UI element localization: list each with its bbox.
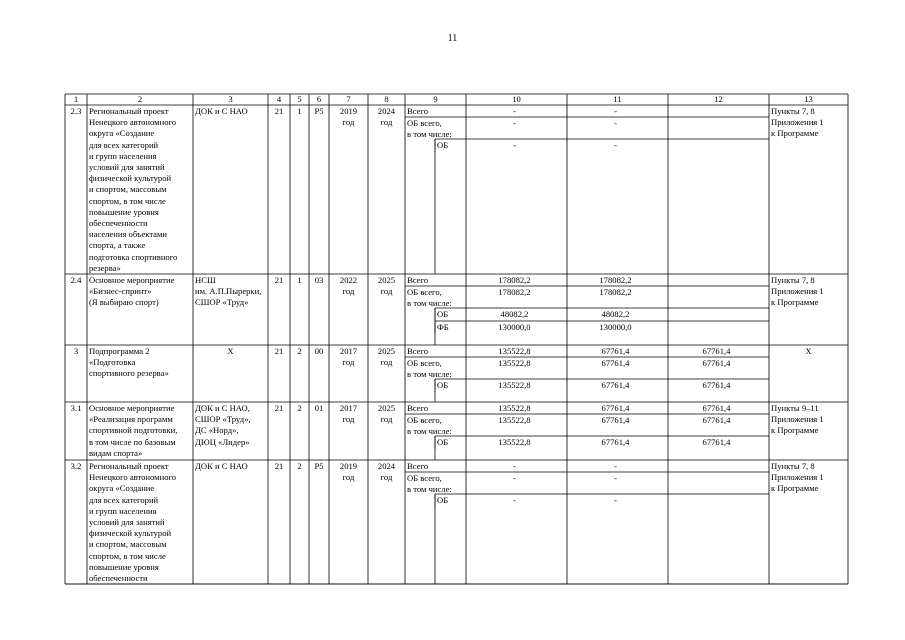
activity-name-line: спортивного резерва» (89, 368, 169, 379)
note-line: Пункты 7, 8 (771, 106, 815, 116)
value-col-10: 178082,2 (498, 275, 531, 285)
activity-name-line: Основное мероприятие (89, 403, 175, 413)
start-year: год (342, 414, 355, 425)
executor-line: СШОР «Труд», (195, 414, 251, 425)
code-col-5: 1 (297, 106, 302, 116)
value-col-11: 67761,4 (601, 346, 630, 356)
start-year: год (342, 117, 355, 128)
start-year: 2017 (339, 403, 358, 413)
activity-name-line: для всех категорий (89, 494, 159, 505)
start-year: год (342, 357, 355, 368)
activity-name-line: Ненецкого автономного (89, 472, 177, 483)
row-number: 3 (73, 346, 79, 356)
note-line: к Программе (771, 128, 819, 139)
header-col-7: 7 (346, 94, 351, 104)
start-year: 2017 (339, 346, 358, 356)
value-col-10: - (513, 118, 516, 128)
activity-name-line: «Бизнес-спринт» (89, 286, 152, 297)
row-number: 2.4 (70, 275, 82, 285)
activity-name-line: спортом, в том числе (89, 550, 166, 561)
fin-label: Всего (407, 461, 429, 471)
row-number: 3.1 (70, 403, 82, 413)
row-number: 2.3 (70, 106, 82, 116)
executor-line: ДОК и С НАО (195, 106, 248, 116)
value-col-10: - (513, 106, 516, 116)
fin-label-sub: в том числе: (407, 484, 452, 495)
start-year: 2022 (339, 275, 358, 285)
activity-name-line: физической культурой (89, 528, 172, 539)
fin-label: Всего (407, 106, 429, 116)
value-col-12: 67761,4 (702, 346, 731, 356)
fin-label: ОБ (437, 309, 449, 319)
fin-label-sub: в том числе: (407, 426, 452, 437)
activity-name-line: обеспеченности (89, 573, 148, 583)
value-col-11: - (614, 118, 617, 128)
value-col-10: - (513, 461, 516, 471)
value-col-10: - (513, 473, 516, 483)
start-year: 2019 (339, 461, 358, 471)
activity-name-line: и групп населения (89, 505, 157, 516)
activity-name-line: спортивной подготовки, (89, 425, 178, 436)
activity-name-line: округа «Создание (89, 128, 155, 139)
activity-name-line: повышение уровня (89, 561, 159, 572)
activity-name-line: подготовка спортивного (89, 251, 178, 262)
end-year: 2024 (377, 461, 396, 471)
activity-name-line: спортом, в том числе (89, 195, 166, 206)
end-year: год (380, 472, 393, 483)
activity-name-line: Подпрограмма 2 (89, 346, 150, 356)
value-col-12: 67761,4 (702, 358, 731, 368)
fin-label: ОБ (437, 437, 449, 447)
end-year: 2024 (377, 106, 396, 116)
fin-label: ОБ всего, (407, 415, 442, 425)
code-col-5: 2 (297, 403, 302, 413)
activity-name-line: Основное мероприятие (89, 275, 175, 285)
value-col-10: - (513, 140, 516, 150)
fin-label: ФБ (437, 322, 449, 332)
activity-name-line: и спортом, массовым (89, 184, 167, 195)
value-col-10: 48082,2 (500, 309, 529, 319)
fin-label-sub: в том числе: (407, 369, 452, 380)
value-col-11: - (614, 473, 617, 483)
value-col-10: 135522,8 (498, 358, 531, 368)
activity-name-line: повышение уровня (89, 206, 159, 217)
value-col-11: 67761,4 (601, 415, 630, 425)
start-year: год (342, 286, 355, 297)
value-col-11: 178082,2 (599, 275, 632, 285)
end-year: год (380, 117, 393, 128)
activity-name-line: физической культурой (89, 173, 172, 184)
value-col-10: 135522,8 (498, 437, 531, 447)
fin-label: ОБ всего, (407, 287, 442, 297)
fin-label: ОБ (437, 380, 449, 390)
value-col-11: - (614, 140, 617, 150)
row-number: 3.2 (70, 461, 82, 471)
executor-line: ДЮЦ «Лидер» (195, 436, 250, 447)
note-line: Пункты 7, 8 (771, 275, 815, 285)
activity-name-line: для всех категорий (89, 139, 159, 150)
activity-name-line: и групп населения (89, 150, 157, 161)
activity-name-line: и спортом, массовым (89, 539, 167, 550)
code-col-4: 21 (274, 106, 284, 116)
note-line: к Программе (771, 483, 819, 494)
end-year: 2025 (377, 275, 396, 285)
note-line: Пункты 9–11 (771, 403, 819, 413)
executor-line: им. А.П.Пырерки, (195, 286, 262, 297)
value-col-12: 67761,4 (702, 403, 731, 413)
header-col-11: 11 (613, 94, 622, 104)
note-line: Приложения 1 (771, 286, 824, 297)
start-year: 2019 (339, 106, 358, 116)
value-col-11: - (614, 106, 617, 116)
value-col-12: 67761,4 (702, 437, 731, 447)
end-year: год (380, 357, 393, 368)
activity-name-line: «Реализация программ (89, 414, 173, 425)
note-line: Пункты 7, 8 (771, 461, 815, 471)
value-col-11: 67761,4 (601, 380, 630, 390)
executor-line: Х (227, 346, 234, 356)
fin-label-sub: в том числе: (407, 129, 452, 140)
value-col-11: 178082,2 (599, 287, 632, 297)
value-col-11: 67761,4 (601, 358, 630, 368)
header-col-4: 4 (276, 94, 282, 104)
code-col-5: 2 (297, 461, 302, 471)
code-col-4: 21 (274, 403, 284, 413)
code-col-6: 03 (314, 275, 324, 285)
header-col-5: 5 (297, 94, 302, 104)
end-year: 2025 (377, 346, 396, 356)
activity-name-line: резерва» (89, 262, 121, 273)
note-line: Приложения 1 (771, 472, 824, 483)
value-col-11: 48082,2 (601, 309, 630, 319)
value-col-10: 130000,0 (498, 322, 531, 332)
code-col-6: 01 (314, 403, 324, 413)
executor-line: ДОК и С НАО (195, 461, 248, 471)
page-number: 11 (447, 33, 458, 44)
code-col-5: 1 (297, 275, 302, 285)
end-year: 2025 (377, 403, 396, 413)
note-line: Приложения 1 (771, 414, 824, 425)
activity-name-line: Ненецкого автономного (89, 117, 177, 128)
value-col-11: - (614, 461, 617, 471)
executor-line: НСШ (195, 275, 216, 285)
code-col-6: P5 (314, 461, 324, 471)
value-col-12: 67761,4 (702, 380, 731, 390)
value-col-10: 178082,2 (498, 287, 531, 297)
header-col-3: 3 (228, 94, 233, 104)
executor-line: СШОР «Труд» (195, 297, 249, 308)
value-col-10: 135522,8 (498, 403, 531, 413)
value-col-12: 67761,4 (702, 415, 731, 425)
activity-name-line: условий для занятий (89, 162, 165, 172)
header-col-6: 6 (316, 94, 322, 104)
end-year: год (380, 414, 393, 425)
header-col-9: 9 (433, 94, 438, 104)
activity-name-line: условий для занятий (89, 517, 165, 527)
value-col-11: - (614, 495, 617, 505)
code-col-4: 21 (274, 461, 284, 471)
activity-name-line: обеспеченности (89, 218, 148, 228)
value-col-11: 67761,4 (601, 403, 630, 413)
header-col-1: 1 (73, 94, 79, 104)
activity-name-line: в том числе по базовым (89, 436, 176, 447)
executor-line: ДС «Норд», (195, 425, 239, 436)
fin-label: ОБ всего, (407, 118, 442, 128)
value-col-10: - (513, 495, 516, 505)
start-year: год (342, 472, 355, 483)
header-col-10: 10 (512, 94, 521, 104)
activity-name-line: округа «Создание (89, 483, 155, 494)
note-line: к Программе (771, 425, 819, 436)
fin-label: Всего (407, 346, 429, 356)
fin-label: ОБ всего, (407, 358, 442, 368)
value-col-10: 135522,8 (498, 346, 531, 356)
header-col-13: 13 (804, 94, 813, 104)
activity-name-line: (Я выбираю спорт) (89, 297, 159, 308)
value-col-10: 135522,8 (498, 415, 531, 425)
code-col-4: 21 (274, 275, 284, 285)
fin-label-sub: в том числе: (407, 298, 452, 309)
code-col-6: 00 (314, 346, 324, 356)
fin-label: Всего (407, 403, 429, 413)
header-col-8: 8 (384, 94, 389, 104)
fin-label: ОБ (437, 140, 449, 150)
activity-name-line: спорта, а также (89, 240, 146, 251)
value-col-11: 130000,0 (599, 322, 632, 332)
activity-name-line: видам спорта» (89, 447, 143, 458)
fin-label: Всего (407, 275, 429, 285)
value-col-11: 67761,4 (601, 437, 630, 447)
activity-name-line: «Подготовка (89, 357, 136, 368)
note-line: Приложения 1 (771, 117, 824, 128)
code-col-5: 2 (297, 346, 302, 356)
header-col-12: 12 (714, 94, 723, 104)
value-col-10: 135522,8 (498, 380, 531, 390)
activity-name-line: населения объектами (89, 229, 168, 240)
activity-name-line: Региональный проект (89, 106, 169, 116)
fin-label: ОБ (437, 495, 449, 505)
code-col-6: P5 (314, 106, 324, 116)
end-year: год (380, 286, 393, 297)
note-line: к Программе (771, 297, 819, 308)
executor-line: ДОК и С НАО, (195, 403, 250, 413)
fin-label: ОБ всего, (407, 473, 442, 483)
header-col-2: 2 (137, 94, 143, 104)
activity-name-line: Региональный проект (89, 461, 169, 471)
note-line: Х (805, 346, 812, 356)
code-col-4: 21 (274, 346, 284, 356)
